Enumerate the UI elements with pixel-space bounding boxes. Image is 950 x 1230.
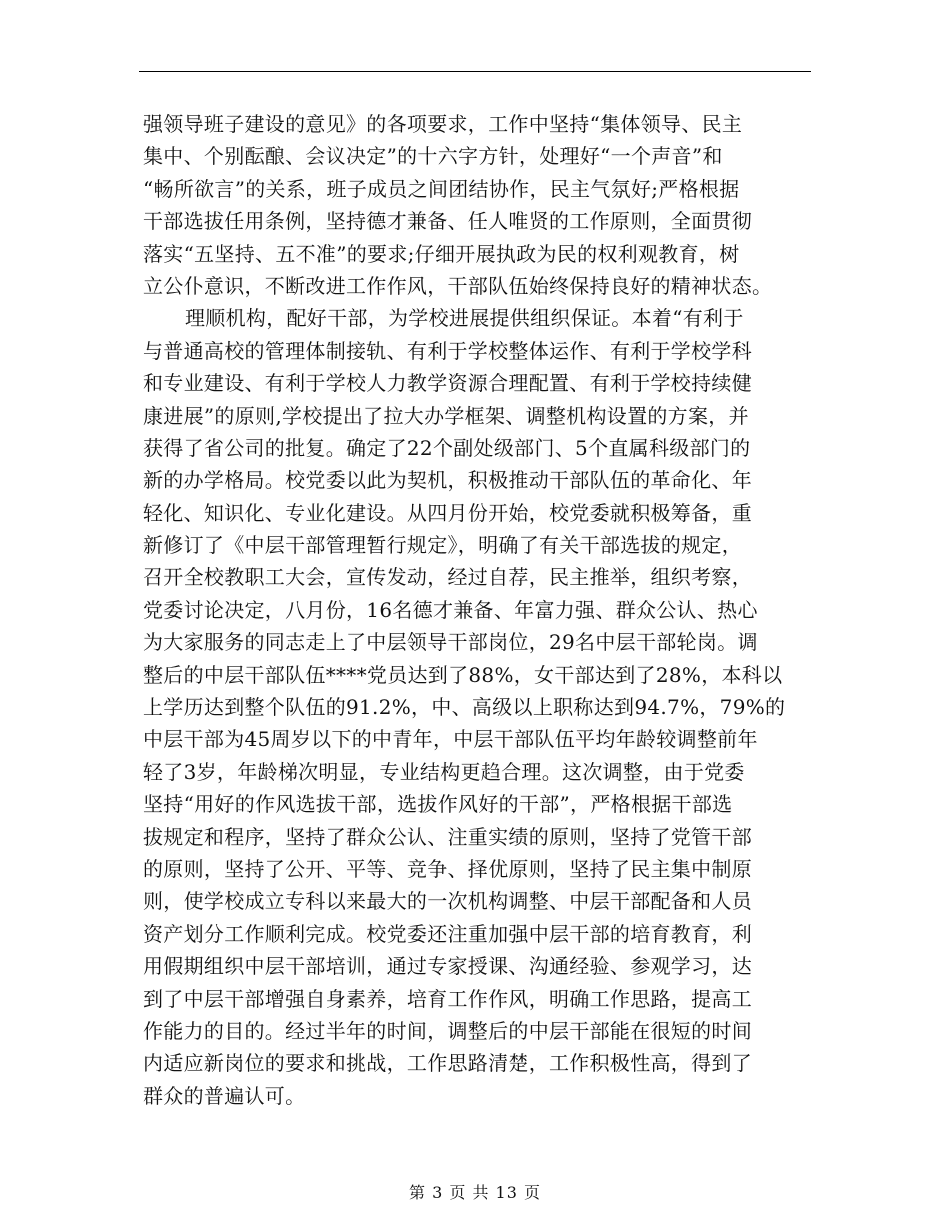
text-line: 上学历达到整个队伍的91.2%，中、高级以上职称达到94.7%，79%的 <box>143 695 786 720</box>
text-line: 党委讨论决定，八月份，16名德才兼备、年富力强、群众公认、热心 <box>143 597 758 622</box>
text-line: 强领导班子建设的意见》的各项要求，工作中坚持“集体领导、民主 <box>143 112 743 136</box>
text-line: “畅所欲言”的关系，班子成员之间团结协作，民主气氛好;严格根据 <box>143 176 740 201</box>
text-line: 用假期组织中层干部培训，通过专家授课、沟通经验、参观学习，达 <box>143 954 752 979</box>
page-number-footer: 第 3 页 共 13 页 <box>409 1183 541 1202</box>
text-line: 干部选拔任用条例，坚持德才兼备、任人唯贤的工作原则，全面贯彻 <box>143 209 752 234</box>
text-line: 获得了省公司的批复。确定了22个副处级部门、5个直属科级部门的 <box>143 435 751 460</box>
text-line: 群众的普遍认可。 <box>143 1083 306 1108</box>
text-line: 到了中层干部增强自身素养，培育工作作风，明确工作思路，提高工 <box>143 986 752 1011</box>
text-line: 新的办学格局。校党委以此为契机，积极推动干部队伍的革命化、年 <box>143 468 752 493</box>
text-line: 整后的中层干部队伍****党员达到了88%，女干部达到了28%，本科以 <box>143 662 783 687</box>
text-line: 落实“五坚持、五不准”的要求;仔细开展执政为民的权利观教育，树 <box>143 241 740 266</box>
document-body <box>143 108 811 1112</box>
text-line: 康进展”的原则,学校提出了拉大办学框架、调整机构设置的方案，并 <box>143 403 749 428</box>
text-line: 轻化、知识化、专业化建设。从四月份开始，校党委就积极筹备，重 <box>143 500 752 525</box>
text-line: 新修订了《中层干部管理暂行规定》，明确了有关干部选拔的规定， <box>143 533 742 558</box>
text-line: 的原则，坚持了公开、平等、竞争、择优原则，坚持了民主集中制原 <box>143 856 752 881</box>
text-line: 立公仆意识，不断改进工作作风，干部队伍始终保持良好的精神状态。 <box>143 273 773 298</box>
text-line: 则，使学校成立专科以来最大的一次机构调整、中层干部配备和人员 <box>143 889 752 914</box>
text-line: 与普通高校的管理体制接轨、有利于学校整体运作、有利于学校学科 <box>143 338 752 363</box>
text-line: 作能力的目的。经过半年的时间，调整后的中层干部能在很短的时间 <box>143 1018 752 1043</box>
text-line: 拔规定和程序，坚持了群众公认、注重实绩的原则，坚持了党管干部 <box>143 824 752 849</box>
text-line: 为大家服务的同志走上了中层领导干部岗位，29名中层干部轮岗。调 <box>143 630 758 655</box>
paragraph-start-line: 理顺机构，配好干部，为学校进展提供组织保证。本着“有利于 <box>185 306 744 331</box>
text-line: 召开全校教职工大会，宣传发动，经过自荐，民主推举，组织考察， <box>143 565 752 590</box>
text-line: 集中、个别酝酿、会议决定”的十六字方针，处理好“一个声音”和 <box>143 144 723 169</box>
text-line: 资产划分工作顺利完成。校党委还注重加强中层干部的培育教育，利 <box>143 921 752 946</box>
text-line: 和专业建设、有利于学校人力教学资源合理配置、有利于学校持续健 <box>143 371 752 396</box>
text-line: 中层干部为45周岁以下的中青年，中层干部队伍平均年龄较调整前年 <box>143 727 758 752</box>
text-line: 坚持“用好的作风选拔干部，选拔作风好的干部”，严格根据干部选 <box>143 792 733 817</box>
text-line: 内适应新岗位的要求和挑战，工作思路清楚，工作积极性高，得到了 <box>143 1051 752 1076</box>
header-rule <box>139 71 811 72</box>
text-line: 轻了3岁，年龄梯次明显，专业结构更趋合理。这次调整，由于党委 <box>143 759 745 784</box>
